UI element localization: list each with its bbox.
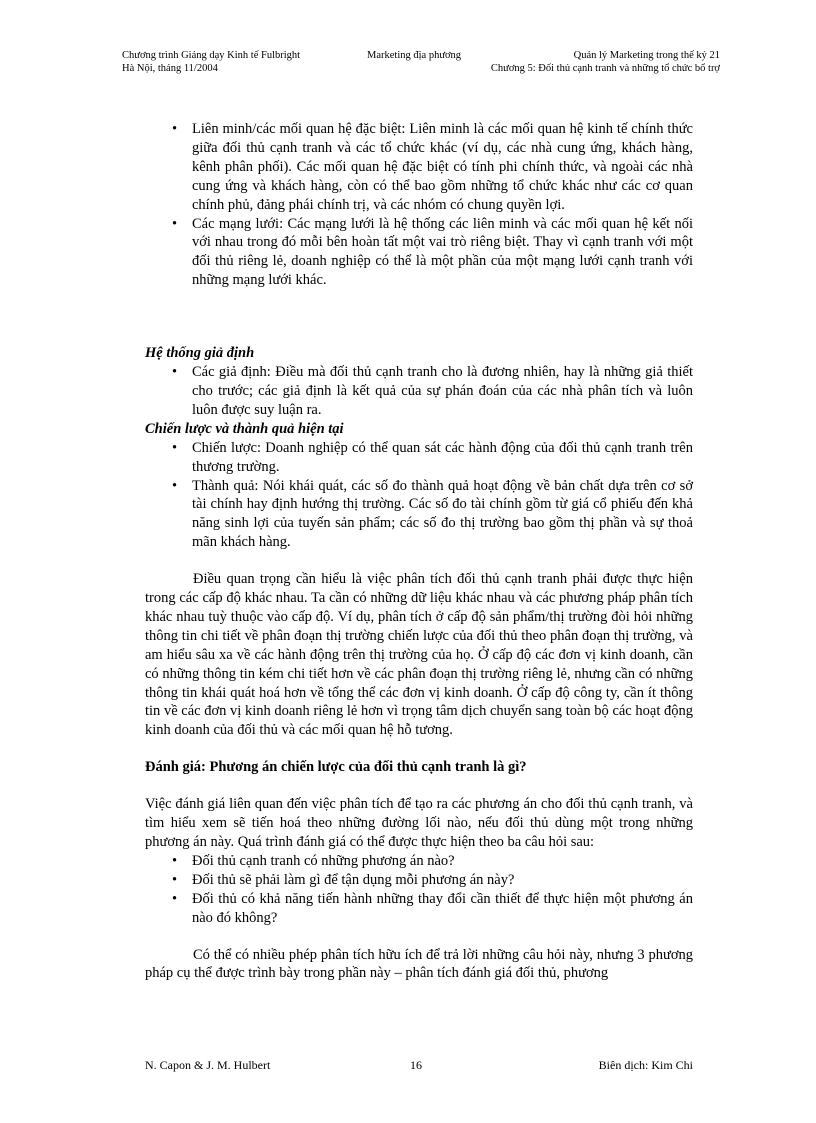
bullet-list-assumptions (145, 363, 693, 420)
header-chapter: Chương 5: Đối thủ cạnh tranh và những tổ chức bổ trợ (490, 63, 720, 74)
document-body (145, 120, 693, 983)
section-heading-evaluation: Đánh giá: Phương án chiến lược của đối thủ cạnh tranh là gì? (145, 759, 527, 776)
list-item: • Đối thủ có khả năng tiến hành những thay đổi cần thiết để thực hiện một phương án nào đó không? (172, 890, 693, 928)
paragraph-analysis-levels: Điều quan trọng cần hiểu là việc phân tích đối thủ cạnh tranh phải được thực hiện trong các cấp độ khác nhau. Ta cần có những dữ liệu khác nhau và các phương pháp phân tích khác nhau tuỳ thuộc vào cấp độ. Ví dụ, phân tích ở cấp độ sản phẩm/thị trường đòi hỏi những thông tin chi tiết về phân đoạn thị trường chiến lược của đối thủ theo phân đoạn thị trường, và am hiểu sâu xa về các hành động trên thị trường của họ. Ở cấp độ các đơn vị kinh doanh, cần có những thông tin kém chi tiết hơn về các phân đoạn thị trường riêng lẻ, nhưng cần có những thông tin khái quát hoá hơn về tổng thể các đơn vị kinh doanh. Ở cấp độ công ty, cần ít thông tin về các đơn vị kinh doanh riêng lẻ hơn vì trọng tâm dịch chuyển sang toàn bộ các hoạt động kinh doanh của đối thủ và các mối quan hệ hỗ tương. (145, 571, 693, 739)
bullet-list-strategy (145, 439, 693, 552)
footer-authors: N. Capon & J. M. Hulbert (145, 1058, 271, 1072)
list-item: • Thành quả: Nói khái quát, các số đo thành quả hoạt động về bản chất dựa trên cơ sở tài chính hay định hướng thị trường. Các số đo tài chính gồm từ giá cổ phiếu đến khả năng sinh lợi của tuyến sản phẩm; các số đo thị trường bao gồm thị phần và sự thoả mãn khách hàng. (172, 477, 693, 553)
list-item: • Đối thủ sẽ phải làm gì để tận dụng mỗi phương án này? (172, 871, 693, 890)
footer-translator: Biên dịch: Kim Chi (598, 1058, 693, 1072)
bullet-list-evaluation (145, 852, 693, 928)
list-item: • Liên minh/các mối quan hệ đặc biệt: Liên minh là các mối quan hệ kinh tế chính thức giữa đối thủ cạnh tranh và các tổ chức khác (ví dụ, các nhà cung ứng, khách hàng, kênh phân phối). Các mối quan hệ đặc biệt có tính phi chính thức, và ngoài các nhà cung ứng và khách hàng, còn có thể bao gồm những tổ chức khác như các cơ quan chính phủ, đảng phái chính trị, và các nhóm có chung quyền lợi. (172, 120, 693, 215)
paragraph-evaluation-intro: Việc đánh giá liên quan đến việc phân tích để tạo ra các phương án cho đối thủ cạnh tranh, và tìm hiểu xem sẽ tiến hoá theo những đường lối nào, nếu đối thủ dùng một trong những phương án này. Quá trình đánh giá có thể được thực hiện theo ba câu hỏi sau: (145, 796, 693, 850)
header-left (122, 49, 300, 75)
page-number: 16 (410, 1058, 422, 1072)
section-heading-assumptions: Hệ thống giả định (145, 345, 255, 362)
header-right (491, 49, 720, 75)
list-item: • Đối thủ cạnh tranh có những phương án nào? (172, 852, 693, 871)
list-item: • Các mạng lưới: Các mạng lưới là hệ thống các liên minh và các mối quan hệ kết nối với nhau trong đó mỗi bên hoàn tất một vai trò riêng biệt. Thay vì cạnh tranh với một đối thủ riêng lẻ, doanh nghiệp có thể là một phần của một mạng lưới cạnh tranh với những mạng lưới khác. (172, 215, 693, 291)
header-program: Chương trình Giảng dạy Kinh tế Fulbright (122, 50, 301, 61)
list-item: • Các giả định: Điều mà đối thủ cạnh tranh cho là đương nhiên, hay là những giả thiết cho trước; các giả định là kết quả của sự phán đoán của các nhà phân tích và luôn luôn được suy luận ra. (172, 363, 693, 420)
header-book-title: Quản lý Marketing trong thế kỷ 21 (573, 50, 720, 61)
paragraph-closing: Có thể có nhiều phép phân tích hữu ích để trả lời những câu hỏi này, nhưng 3 phương pháp cụ thể được trình bày trong phần này – phân tích đánh giá đối thủ, phương (145, 946, 693, 982)
header-center: Marketing địa phương (367, 50, 462, 61)
list-item: • Chiến lược: Doanh nghiệp có thể quan sát các hành động của đối thủ cạnh tranh trên thương trường. (172, 439, 693, 477)
header-date: Hà Nội, tháng 11/2004 (122, 63, 218, 74)
section-heading-strategy: Chiến lược và thành quả hiện tại (145, 420, 344, 437)
bullet-list-top (145, 120, 693, 290)
